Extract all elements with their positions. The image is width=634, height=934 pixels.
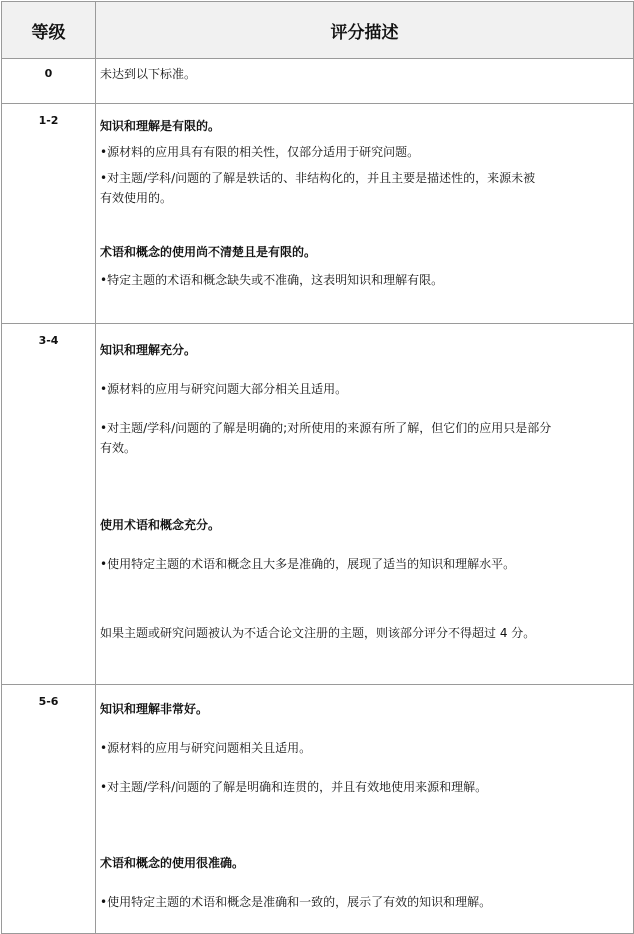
description-line: 有效使用的。 xyxy=(100,191,173,205)
description-line: 有效。 xyxy=(100,441,137,455)
description-line: •源材料的应用具有有限的相关性，仅部分适用于研究问题。 xyxy=(100,145,420,159)
description-line: •使用特定主题的术语和概念且大多是准确的，展现了适当的知识和理解水平。 xyxy=(100,557,516,571)
description-line: •源材料的应用与研究问题大部分相关且适用。 xyxy=(100,382,348,396)
level-cell: 5-6 xyxy=(2,685,96,934)
description-line: •使用特定主题的术语和概念是准确和一致的，展示了有效的知识和理解。 xyxy=(100,895,492,909)
table-row xyxy=(2,59,634,104)
description-line: •对主题/学科/问题的了解是轶话的、非结构化的，并且主要是描述性的，来源未被 xyxy=(100,171,536,185)
description-cell xyxy=(96,59,634,104)
level-cell: 0 xyxy=(2,59,96,104)
description-line: •对主题/学科/问题的了解是明确的;对所使用的来源有所了解，但它们的应用只是部分 xyxy=(100,421,552,435)
rubric-table xyxy=(1,1,634,934)
table-row xyxy=(2,685,634,934)
level-cell: 1-2 xyxy=(2,104,96,324)
criterion-heading: 术语和概念的使用尚不清楚且是有限的。 xyxy=(100,245,317,259)
criterion-heading: 使用术语和概念充分。 xyxy=(100,518,221,532)
description-line: 未达到以下标准。 xyxy=(100,67,197,81)
description-cell xyxy=(96,324,634,685)
description-cell xyxy=(96,104,634,324)
description-cell xyxy=(96,685,634,934)
level-cell: 3-4 xyxy=(2,324,96,685)
header-level: 等级 xyxy=(2,2,96,59)
header-description: 评分描述 xyxy=(96,2,634,59)
table-row xyxy=(2,104,634,324)
description-line: •源材料的应用与研究问题相关且适用。 xyxy=(100,741,312,755)
header-row xyxy=(2,2,634,59)
table-row xyxy=(2,324,634,685)
description-line: •对主题/学科/问题的了解是明确和连贯的，并且有效地使用来源和理解。 xyxy=(100,780,488,794)
description-line: •特定主题的术语和概念缺失或不准确，这表明知识和理解有限。 xyxy=(100,273,444,287)
criterion-heading: 术语和概念的使用很准确。 xyxy=(100,856,245,870)
description-line: 如果主题或研究问题被认为不适合论文注册的主题，则该部分评分不得超过 4 分。 xyxy=(100,626,536,640)
criterion-heading: 知识和理解充分。 xyxy=(100,343,197,357)
criterion-heading: 知识和理解是有限的。 xyxy=(100,119,221,133)
criterion-heading: 知识和理解非常好。 xyxy=(100,702,209,716)
